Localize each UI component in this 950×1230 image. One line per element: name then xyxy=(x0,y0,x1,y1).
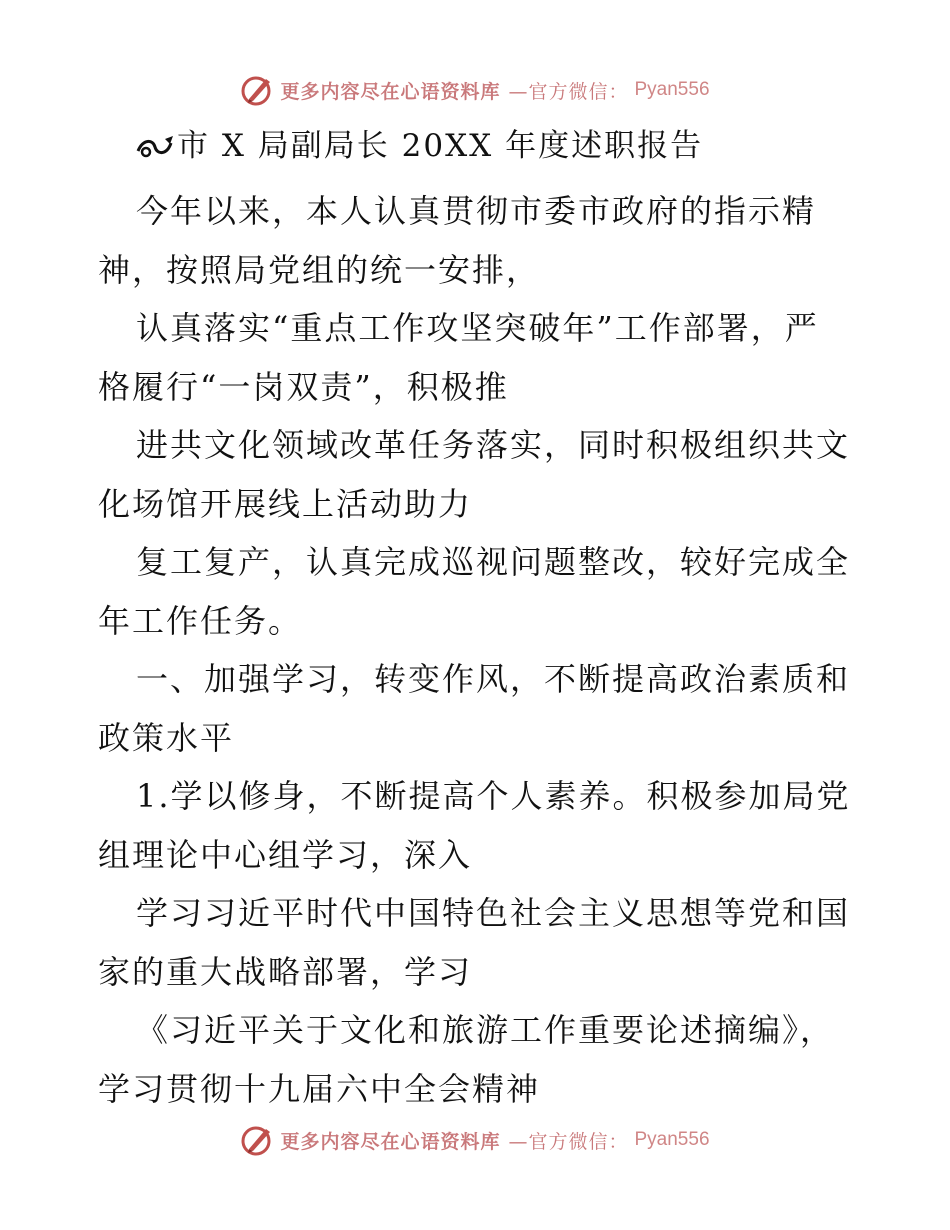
document-body xyxy=(98,182,858,1118)
banner-wechat-handle: Pyan556 xyxy=(634,1129,710,1150)
document-title-row xyxy=(135,124,703,168)
body-line: 1.学以修身，不断提高个人素养。积极参加局党 xyxy=(136,777,851,815)
body-line: 进共文化领域改革任务落实，同时积极组织共文 xyxy=(136,426,851,464)
body-line: 认真落实“重点工作攻坚突破年”工作部署，严 xyxy=(136,309,819,347)
body-line: 学习习近平时代中国特色社会主义思想等党和国 xyxy=(136,894,851,932)
banner-brand: 更多内容尽在心语资料库 xyxy=(280,80,501,103)
body-line: 一、加强学习，转变作风，不断提高政治素质和 xyxy=(136,660,851,698)
body-line: 化场馆开展线上活动助力 xyxy=(98,484,473,523)
body-line: 格履行“一岗双责”，积极推 xyxy=(98,367,509,406)
body-line: 年工作任务。 xyxy=(98,601,303,640)
footer-banner xyxy=(0,1120,950,1160)
flourish-ornament-icon xyxy=(135,131,175,161)
header-banner xyxy=(0,70,950,110)
body-line: 复工复产，认真完成巡视问题整改，较好完成全 xyxy=(136,543,851,581)
body-line: 《习近平关于文化和旅游工作重要论述摘编》， xyxy=(136,1011,835,1049)
pen-circle-logo-icon xyxy=(240,1123,274,1157)
body-line: 神，按照局党组的统一安排， xyxy=(98,250,541,289)
body-line: 政策水平 xyxy=(98,718,235,757)
banner-wechat-handle: Pyan556 xyxy=(634,79,710,100)
banner-separator: —官方微信： xyxy=(508,1130,629,1153)
body-line: 家的重大战略部署，学习 xyxy=(98,952,473,991)
document-title: 市 X 局副局长 20XX 年度述职报告 xyxy=(177,128,704,164)
body-line: 学习贯彻十九届六中全会精神 xyxy=(98,1069,541,1108)
pen-circle-logo-icon xyxy=(240,73,274,107)
body-line: 今年以来，本人认真贯彻市委市政府的指示精 xyxy=(136,192,817,230)
body-line: 组理论中心组学习，深入 xyxy=(98,835,473,874)
banner-separator: —官方微信： xyxy=(508,80,629,103)
banner-brand: 更多内容尽在心语资料库 xyxy=(280,1130,501,1153)
